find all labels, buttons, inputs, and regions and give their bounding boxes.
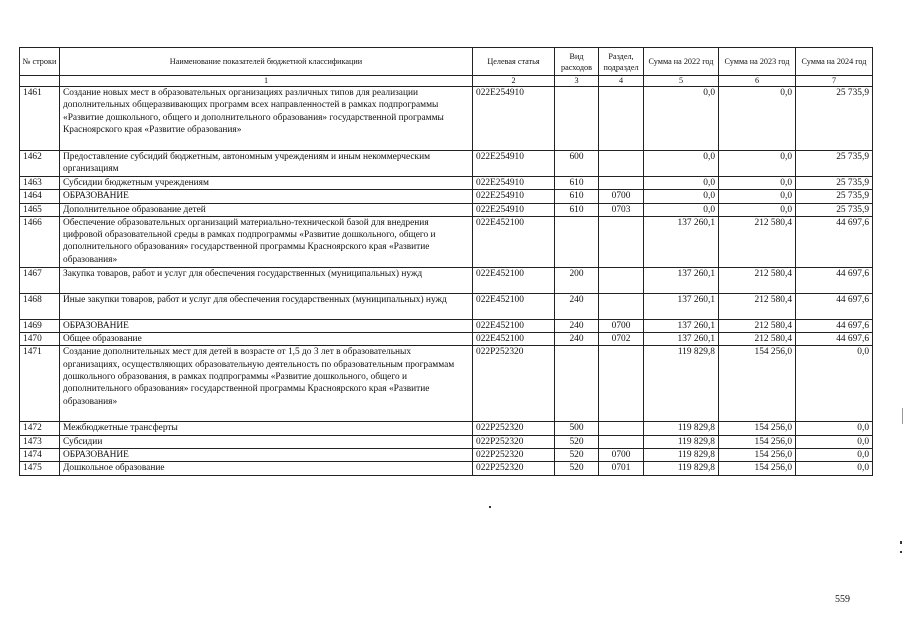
row-number: 1469 bbox=[20, 319, 60, 332]
indicator-name: Дополнительное образование детей bbox=[60, 203, 473, 216]
sum-2022: 119 829,8 bbox=[644, 449, 719, 462]
sum-2024: 44 697,6 bbox=[796, 333, 873, 346]
expense-type: 240 bbox=[555, 333, 599, 346]
header-type: Вид расходов bbox=[555, 48, 599, 76]
sum-2023: 154 256,0 bbox=[719, 346, 796, 422]
row-number: 1468 bbox=[20, 293, 60, 319]
scan-speck bbox=[489, 506, 491, 508]
sum-2023: 212 580,4 bbox=[719, 216, 796, 267]
table-row bbox=[20, 422, 873, 435]
target-article: 022E254910 bbox=[473, 203, 555, 216]
header-row bbox=[20, 48, 873, 76]
sum-2023: 0,0 bbox=[719, 151, 796, 177]
section-subsection: 0702 bbox=[599, 333, 644, 346]
section-subsection: 0701 bbox=[599, 462, 644, 475]
table-row bbox=[20, 462, 873, 475]
table-row bbox=[20, 346, 873, 422]
section-subsection bbox=[599, 177, 644, 190]
expense-type: 610 bbox=[555, 203, 599, 216]
table-row bbox=[20, 177, 873, 190]
section-subsection: 0700 bbox=[599, 319, 644, 332]
target-article: 022E452100 bbox=[473, 333, 555, 346]
section-subsection bbox=[599, 435, 644, 448]
expense-type: 520 bbox=[555, 435, 599, 448]
indicator-name: Создание новых мест в образовательных организациях различных типов для реализации дополнительных общеразвивающих программ всех направленностей в рамках подпрограммы «Развитие дошкольного, общего и дополнительного образования» государственной программы Красноярского края «Развитие образования» bbox=[60, 87, 473, 151]
sum-2023: 212 580,4 bbox=[719, 333, 796, 346]
expense-type: 240 bbox=[555, 293, 599, 319]
column-number: 1 bbox=[60, 76, 473, 87]
indicator-name: Создание дополнительных мест для детей в возрасте от 1,5 до 3 лет в образовательных организациях, осуществляющих образовательную деятельность по образовательным программам дошкольного образования, в рамках подпрограммы «Развитие дошкольного, общего и дополнительного образования» государственной программы Красноярского края «Развитие образования» bbox=[60, 346, 473, 422]
target-article: 022E254910 bbox=[473, 177, 555, 190]
target-article: 022P252320 bbox=[473, 422, 555, 435]
target-article: 022P252320 bbox=[473, 462, 555, 475]
target-article: 022E452100 bbox=[473, 319, 555, 332]
expense-type: 520 bbox=[555, 449, 599, 462]
sum-2024: 0,0 bbox=[796, 435, 873, 448]
table-row bbox=[20, 216, 873, 267]
indicator-name: Дошкольное образование bbox=[60, 462, 473, 475]
row-number: 1466 bbox=[20, 216, 60, 267]
table-row bbox=[20, 293, 873, 319]
budget-table-container bbox=[19, 47, 873, 476]
indicator-name: Общее образование bbox=[60, 333, 473, 346]
sum-2023: 154 256,0 bbox=[719, 422, 796, 435]
sum-2022: 119 829,8 bbox=[644, 435, 719, 448]
sum-2022: 137 260,1 bbox=[644, 333, 719, 346]
row-number: 1474 bbox=[20, 449, 60, 462]
row-number: 1473 bbox=[20, 435, 60, 448]
row-number: 1463 bbox=[20, 177, 60, 190]
column-number: 5 bbox=[644, 76, 719, 87]
scan-speck bbox=[900, 541, 902, 544]
target-article: 022E254910 bbox=[473, 151, 555, 177]
expense-type: 610 bbox=[555, 190, 599, 203]
section-subsection bbox=[599, 151, 644, 177]
indicator-name: ОБРАЗОВАНИЕ bbox=[60, 190, 473, 203]
sum-2022: 0,0 bbox=[644, 203, 719, 216]
target-article: 022E452100 bbox=[473, 216, 555, 267]
target-article: 022E254910 bbox=[473, 87, 555, 151]
expense-type: 610 bbox=[555, 177, 599, 190]
column-number: 2 bbox=[473, 76, 555, 87]
section-subsection: 0700 bbox=[599, 449, 644, 462]
column-number: 3 bbox=[555, 76, 599, 87]
sum-2023: 0,0 bbox=[719, 190, 796, 203]
table-row bbox=[20, 203, 873, 216]
table-row bbox=[20, 319, 873, 332]
header-num: № строки bbox=[20, 48, 60, 76]
row-number: 1467 bbox=[20, 267, 60, 293]
sum-2024: 0,0 bbox=[796, 346, 873, 422]
sum-2024: 25 735,9 bbox=[796, 203, 873, 216]
header-name: Наименование показателей бюджетной классификации bbox=[60, 48, 473, 76]
indicator-name: Закупка товаров, работ и услуг для обеспечения государственных (муниципальных) нужд bbox=[60, 267, 473, 293]
sum-2023: 154 256,0 bbox=[719, 449, 796, 462]
column-number: 7 bbox=[796, 76, 873, 87]
sum-2024: 25 735,9 bbox=[796, 87, 873, 151]
row-number: 1465 bbox=[20, 203, 60, 216]
column-number: 4 bbox=[599, 76, 644, 87]
indicator-name: Обеспечение образовательных организаций материально-технической базой для внедрения цифровой образовательной среды в рамках подпрограммы «Развитие дошкольного, общего и дополнительного образования» государственной программы Красноярского края «Развитие образования» bbox=[60, 216, 473, 267]
sum-2024: 25 735,9 bbox=[796, 190, 873, 203]
sum-2024: 25 735,9 bbox=[796, 151, 873, 177]
sum-2022: 119 829,8 bbox=[644, 422, 719, 435]
sum-2022: 0,0 bbox=[644, 87, 719, 151]
target-article: 022E254910 bbox=[473, 190, 555, 203]
section-subsection bbox=[599, 267, 644, 293]
table-row bbox=[20, 87, 873, 151]
sum-2024: 0,0 bbox=[796, 462, 873, 475]
table-row bbox=[20, 151, 873, 177]
budget-table bbox=[19, 47, 873, 476]
page-number: 559 bbox=[835, 594, 850, 605]
section-subsection bbox=[599, 216, 644, 267]
section-subsection: 0700 bbox=[599, 190, 644, 203]
column-number bbox=[20, 76, 60, 87]
sum-2023: 212 580,4 bbox=[719, 267, 796, 293]
row-number: 1475 bbox=[20, 462, 60, 475]
indicator-name: ОБРАЗОВАНИЕ bbox=[60, 319, 473, 332]
expense-type: 240 bbox=[555, 319, 599, 332]
expense-type: 520 bbox=[555, 462, 599, 475]
target-article: 022E452100 bbox=[473, 293, 555, 319]
indicator-name: Субсидии бюджетным учреждениям bbox=[60, 177, 473, 190]
sum-2023: 212 580,4 bbox=[719, 293, 796, 319]
scan-speck bbox=[902, 408, 903, 424]
target-article: 022P252320 bbox=[473, 435, 555, 448]
sum-2023: 154 256,0 bbox=[719, 462, 796, 475]
expense-type bbox=[555, 216, 599, 267]
sum-2023: 0,0 bbox=[719, 87, 796, 151]
column-numbers-row bbox=[20, 76, 873, 87]
sum-2024: 44 697,6 bbox=[796, 319, 873, 332]
section-subsection bbox=[599, 422, 644, 435]
sum-2022: 137 260,1 bbox=[644, 319, 719, 332]
sum-2024: 0,0 bbox=[796, 449, 873, 462]
indicator-name: Предоставление субсидий бюджетным, автономным учреждениям и иным некоммерческим организациям bbox=[60, 151, 473, 177]
sum-2023: 212 580,4 bbox=[719, 319, 796, 332]
target-article: 022P252320 bbox=[473, 346, 555, 422]
header-section: Раздел, подраздел bbox=[599, 48, 644, 76]
table-row bbox=[20, 333, 873, 346]
sum-2022: 119 829,8 bbox=[644, 462, 719, 475]
sum-2023: 154 256,0 bbox=[719, 435, 796, 448]
row-number: 1472 bbox=[20, 422, 60, 435]
sum-2023: 0,0 bbox=[719, 203, 796, 216]
column-number: 6 bbox=[719, 76, 796, 87]
target-article: 022P252320 bbox=[473, 449, 555, 462]
expense-type: 500 bbox=[555, 422, 599, 435]
sum-2022: 137 260,1 bbox=[644, 267, 719, 293]
section-subsection bbox=[599, 293, 644, 319]
table-row bbox=[20, 267, 873, 293]
header-sum-2024: Сумма на 2024 год bbox=[796, 48, 873, 76]
target-article: 022E452100 bbox=[473, 267, 555, 293]
sum-2024: 0,0 bbox=[796, 422, 873, 435]
indicator-name: Межбюджетные трансферты bbox=[60, 422, 473, 435]
row-number: 1464 bbox=[20, 190, 60, 203]
row-number: 1462 bbox=[20, 151, 60, 177]
sum-2022: 0,0 bbox=[644, 177, 719, 190]
section-subsection bbox=[599, 87, 644, 151]
table-body bbox=[20, 87, 873, 476]
sum-2022: 137 260,1 bbox=[644, 216, 719, 267]
header-target: Целевая статья bbox=[473, 48, 555, 76]
indicator-name: Иные закупки товаров, работ и услуг для обеспечения государственных (муниципальных) нужд bbox=[60, 293, 473, 319]
expense-type: 200 bbox=[555, 267, 599, 293]
table-row bbox=[20, 435, 873, 448]
sum-2022: 0,0 bbox=[644, 190, 719, 203]
table-row bbox=[20, 449, 873, 462]
expense-type bbox=[555, 346, 599, 422]
sum-2024: 25 735,9 bbox=[796, 177, 873, 190]
row-number: 1471 bbox=[20, 346, 60, 422]
header-sum-2022: Сумма на 2022 год bbox=[644, 48, 719, 76]
indicator-name: Субсидии bbox=[60, 435, 473, 448]
sum-2022: 0,0 bbox=[644, 151, 719, 177]
sum-2022: 119 829,8 bbox=[644, 346, 719, 422]
expense-type bbox=[555, 87, 599, 151]
section-subsection bbox=[599, 346, 644, 422]
section-subsection: 0703 bbox=[599, 203, 644, 216]
row-number: 1470 bbox=[20, 333, 60, 346]
sum-2022: 137 260,1 bbox=[644, 293, 719, 319]
expense-type: 600 bbox=[555, 151, 599, 177]
indicator-name: ОБРАЗОВАНИЕ bbox=[60, 449, 473, 462]
sum-2023: 0,0 bbox=[719, 177, 796, 190]
scan-speck bbox=[900, 551, 902, 553]
sum-2024: 44 697,6 bbox=[796, 216, 873, 267]
header-sum-2023: Сумма на 2023 год bbox=[719, 48, 796, 76]
table-row bbox=[20, 190, 873, 203]
sum-2024: 44 697,6 bbox=[796, 267, 873, 293]
row-number: 1461 bbox=[20, 87, 60, 151]
sum-2024: 44 697,6 bbox=[796, 293, 873, 319]
